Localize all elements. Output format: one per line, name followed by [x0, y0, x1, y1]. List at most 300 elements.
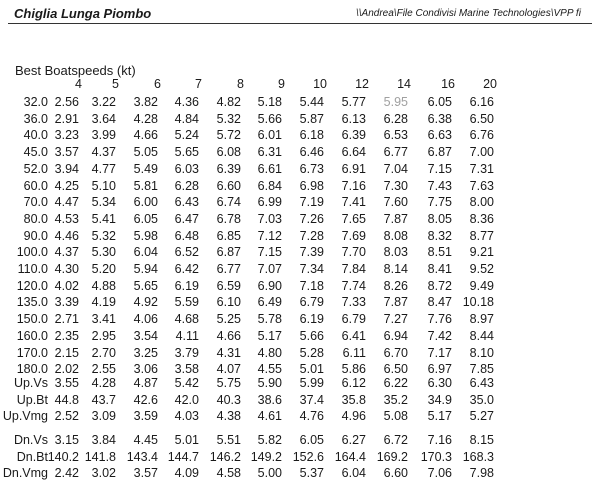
- table-cell: 4.30: [54, 262, 79, 276]
- table-cell: 4.77: [91, 162, 116, 176]
- table-cell: 7.84: [341, 262, 366, 276]
- table-cell: 5.01: [174, 433, 199, 447]
- table-cell: 6.42: [174, 262, 199, 276]
- wind-speed-header: 7: [195, 77, 202, 91]
- table-cell: 6.05: [299, 433, 324, 447]
- table-cell: 6.50: [383, 362, 408, 376]
- table-cell: 8.14: [383, 262, 408, 276]
- table-cell: 3.55: [54, 376, 79, 390]
- table-cell: 4.45: [133, 433, 158, 447]
- table-row: [0, 144, 592, 160]
- table-cell: 7.15: [427, 162, 452, 176]
- table-cell: 4.88: [91, 279, 116, 293]
- table-cell: 5.87: [299, 112, 324, 126]
- row-label: 120.0: [16, 279, 48, 293]
- table-cell: 5.75: [216, 376, 241, 390]
- table-cell: 7.34: [299, 262, 324, 276]
- table-cell: 6.28: [174, 179, 199, 193]
- table-cell: 4.58: [216, 466, 241, 480]
- table-cell: 6.77: [216, 262, 241, 276]
- wind-speed-header: 6: [154, 77, 161, 91]
- table-cell: 3.84: [91, 433, 116, 447]
- table-cell: 4.46: [54, 229, 79, 243]
- table-cell: 2.71: [54, 312, 79, 326]
- table-cell: 6.19: [299, 312, 324, 326]
- table-cell: 6.50: [469, 112, 494, 126]
- table-cell: 152.6: [292, 450, 324, 464]
- table-cell: 2.91: [54, 112, 79, 126]
- row-label: 45.0: [23, 145, 48, 159]
- table-cell: 4.06: [133, 312, 158, 326]
- table-cell: 5.10: [91, 179, 116, 193]
- table-row: [0, 127, 592, 143]
- table-cell: 7.16: [341, 179, 366, 193]
- row-label: 52.0: [23, 162, 48, 176]
- table-cell: 7.31: [469, 162, 494, 176]
- table-cell: 7.06: [427, 466, 452, 480]
- table-cell: 5.86: [341, 362, 366, 376]
- table-cell: 7.75: [427, 195, 452, 209]
- table-cell: 8.10: [469, 346, 494, 360]
- downwind-row: [0, 432, 592, 448]
- table-cell: 4.68: [174, 312, 199, 326]
- table-cell: 8.72: [427, 279, 452, 293]
- table-cell: 6.05: [427, 95, 452, 109]
- table-cell: 3.82: [133, 95, 158, 109]
- table-cell: 6.87: [216, 245, 241, 259]
- table-cell: 4.07: [216, 362, 241, 376]
- table-cell: 6.04: [133, 245, 158, 259]
- row-label: 100.0: [16, 245, 48, 259]
- table-cell: 5.95: [383, 95, 408, 109]
- table-cell: 5.25: [216, 312, 241, 326]
- table-cell: 5.34: [91, 195, 116, 209]
- table-row: [0, 244, 592, 260]
- table-cell: 4.47: [54, 195, 79, 209]
- row-label: 90.0: [23, 229, 48, 243]
- table-cell: 7.42: [427, 329, 452, 343]
- table-cell: 4.66: [216, 329, 241, 343]
- wind-speed-header-row: [0, 76, 592, 92]
- table-cell: 7.16: [427, 433, 452, 447]
- table-cell: 3.57: [133, 466, 158, 480]
- table-row: [0, 94, 592, 110]
- table-cell: 6.63: [427, 128, 452, 142]
- table-cell: 5.24: [174, 128, 199, 142]
- table-cell: 6.11: [342, 346, 366, 360]
- table-cell: 6.76: [469, 128, 494, 142]
- table-cell: 3.94: [54, 162, 79, 176]
- table-cell: 5.32: [216, 112, 241, 126]
- table-cell: 6.10: [216, 295, 241, 309]
- table-cell: 7.03: [257, 212, 282, 226]
- table-cell: 5.90: [257, 376, 282, 390]
- table-cell: 5.99: [299, 376, 324, 390]
- table-cell: 7.30: [383, 179, 408, 193]
- table-cell: 2.52: [54, 409, 79, 423]
- wind-speed-header: 14: [397, 77, 411, 91]
- table-cell: 3.06: [133, 362, 158, 376]
- table-cell: 3.15: [54, 433, 79, 447]
- table-cell: 5.94: [133, 262, 158, 276]
- table-cell: 8.36: [469, 212, 494, 226]
- table-row: [0, 161, 592, 177]
- table-cell: 6.31: [257, 145, 282, 159]
- table-cell: 2.02: [54, 362, 79, 376]
- table-cell: 6.48: [174, 229, 199, 243]
- table-cell: 6.61: [257, 162, 282, 176]
- wind-speed-header: 8: [237, 77, 244, 91]
- table-cell: 4.37: [91, 145, 116, 159]
- table-cell: 5.72: [216, 128, 241, 142]
- wind-speed-header: 4: [75, 77, 82, 91]
- table-cell: 6.70: [383, 346, 408, 360]
- table-cell: 4.87: [133, 376, 158, 390]
- table-cell: 5.32: [91, 229, 116, 243]
- table-cell: 8.03: [383, 245, 408, 259]
- table-cell: 37.4: [299, 393, 324, 407]
- table-cell: 8.41: [427, 262, 452, 276]
- table-cell: 7.65: [341, 212, 366, 226]
- table-cell: 9.49: [469, 279, 494, 293]
- table-cell: 7.43: [427, 179, 452, 193]
- table-cell: 5.37: [299, 466, 324, 480]
- table-cell: 6.90: [257, 279, 282, 293]
- table-cell: 3.09: [91, 409, 116, 423]
- table-row: [0, 211, 592, 227]
- table-cell: 6.41: [341, 329, 366, 343]
- table-cell: 3.54: [133, 329, 158, 343]
- table-cell: 6.03: [174, 162, 199, 176]
- table-cell: 5.51: [216, 433, 241, 447]
- table-cell: 5.49: [133, 162, 158, 176]
- upwind-row: [0, 408, 592, 424]
- table-cell: 4.92: [133, 295, 158, 309]
- file-path: \\Andrea\File Condivisi Marine Technologies\VPP fi: [356, 8, 581, 19]
- downwind-row: [0, 465, 592, 481]
- table-cell: 6.39: [341, 128, 366, 142]
- table-cell: 6.91: [341, 162, 366, 176]
- downwind-row: [0, 449, 592, 465]
- table-cell: 7.04: [383, 162, 408, 176]
- table-cell: 6.08: [216, 145, 241, 159]
- table-cell: 6.49: [257, 295, 282, 309]
- table-cell: 169.2: [376, 450, 408, 464]
- table-cell: 5.44: [299, 95, 324, 109]
- table-cell: 8.97: [469, 312, 494, 326]
- table-cell: 141.8: [84, 450, 116, 464]
- table-cell: 170.3: [420, 450, 452, 464]
- table-cell: 6.98: [299, 179, 324, 193]
- table-cell: 7.87: [383, 295, 408, 309]
- wind-speed-header: 10: [313, 77, 327, 91]
- table-row: [0, 278, 592, 294]
- table-cell: 4.09: [174, 466, 199, 480]
- table-row: [0, 178, 592, 194]
- table-cell: 2.56: [54, 95, 79, 109]
- table-cell: 7.15: [257, 245, 282, 259]
- table-cell: 6.05: [133, 212, 158, 226]
- row-label: 60.0: [23, 179, 48, 193]
- table-cell: 6.79: [341, 312, 366, 326]
- header-rule: [8, 23, 592, 24]
- table-cell: 7.60: [383, 195, 408, 209]
- upwind-row: [0, 375, 592, 391]
- table-cell: 6.22: [383, 376, 408, 390]
- table-cell: 42.6: [133, 393, 158, 407]
- table-cell: 144.7: [167, 450, 199, 464]
- table-cell: 6.13: [341, 112, 366, 126]
- table-cell: 8.32: [427, 229, 452, 243]
- table-cell: 6.52: [174, 245, 199, 259]
- table-cell: 5.59: [174, 295, 199, 309]
- row-label: Dn.Vmg: [2, 466, 48, 480]
- table-cell: 7.41: [341, 195, 366, 209]
- table-row: [0, 328, 592, 344]
- table-cell: 40.3: [216, 393, 241, 407]
- table-cell: 4.55: [257, 362, 282, 376]
- table-cell: 7.17: [427, 346, 452, 360]
- row-label: Dn.Bt: [16, 450, 48, 464]
- table-cell: 5.08: [383, 409, 408, 423]
- wind-speed-header: 9: [278, 77, 285, 91]
- table-cell: 5.66: [299, 329, 324, 343]
- table-cell: 5.17: [427, 409, 452, 423]
- table-cell: 4.25: [54, 179, 79, 193]
- table-cell: 34.9: [427, 393, 452, 407]
- row-label: Dn.Vs: [13, 433, 48, 447]
- table-cell: 4.11: [175, 329, 199, 343]
- table-cell: 44.8: [54, 393, 79, 407]
- table-cell: 6.38: [427, 112, 452, 126]
- table-cell: 7.74: [341, 279, 366, 293]
- table-cell: 7.39: [299, 245, 324, 259]
- table-cell: 3.22: [91, 95, 116, 109]
- table-cell: 6.43: [174, 195, 199, 209]
- table-cell: 5.17: [257, 329, 282, 343]
- table-cell: 5.05: [133, 145, 158, 159]
- table-cell: 5.78: [257, 312, 282, 326]
- table-cell: 4.61: [257, 409, 282, 423]
- table-cell: 5.82: [257, 433, 282, 447]
- table-cell: 4.80: [257, 346, 282, 360]
- table-cell: 9.52: [469, 262, 494, 276]
- table-cell: 8.47: [427, 295, 452, 309]
- table-cell: 6.79: [299, 295, 324, 309]
- table-cell: 5.65: [174, 145, 199, 159]
- row-label: 180.0: [16, 362, 48, 376]
- table-cell: 6.16: [469, 95, 494, 109]
- table-cell: 2.55: [91, 362, 116, 376]
- table-cell: 4.82: [216, 95, 241, 109]
- table-cell: 7.76: [427, 312, 452, 326]
- table-cell: 6.74: [216, 195, 241, 209]
- table-cell: 3.59: [133, 409, 158, 423]
- table-cell: 6.60: [383, 466, 408, 480]
- table-cell: 8.44: [469, 329, 494, 343]
- table-cell: 4.31: [216, 346, 241, 360]
- table-cell: 140.2: [47, 450, 79, 464]
- table-cell: 6.94: [383, 329, 408, 343]
- table-cell: 7.00: [469, 145, 494, 159]
- table-cell: 8.15: [469, 433, 494, 447]
- table-cell: 7.98: [469, 466, 494, 480]
- table-cell: 6.87: [427, 145, 452, 159]
- table-cell: 3.02: [91, 466, 116, 480]
- table-cell: 6.84: [257, 179, 282, 193]
- table-cell: 8.26: [383, 279, 408, 293]
- table-cell: 2.42: [54, 466, 79, 480]
- row-label: 160.0: [16, 329, 48, 343]
- table-cell: 7.19: [299, 195, 324, 209]
- table-cell: 42.0: [174, 393, 199, 407]
- table-cell: 6.77: [383, 145, 408, 159]
- table-cell: 7.12: [257, 229, 282, 243]
- table-cell: 6.00: [133, 195, 158, 209]
- table-cell: 5.30: [91, 245, 116, 259]
- table-cell: 6.04: [341, 466, 366, 480]
- table-row: [0, 345, 592, 361]
- table-cell: 4.03: [174, 409, 199, 423]
- upwind-row: [0, 392, 592, 408]
- table-cell: 6.30: [427, 376, 452, 390]
- table-cell: 6.28: [383, 112, 408, 126]
- table-cell: 4.53: [54, 212, 79, 226]
- table-cell: 4.66: [133, 128, 158, 142]
- table-cell: 4.02: [54, 279, 79, 293]
- table-cell: 5.66: [257, 112, 282, 126]
- table-cell: 7.18: [299, 279, 324, 293]
- table-cell: 5.27: [469, 409, 494, 423]
- table-cell: 6.27: [341, 433, 366, 447]
- table-cell: 164.4: [334, 450, 366, 464]
- table-cell: 3.39: [54, 295, 79, 309]
- table-cell: 6.85: [216, 229, 241, 243]
- table-cell: 6.01: [257, 128, 282, 142]
- table-row: [0, 111, 592, 127]
- table-cell: 3.57: [54, 145, 79, 159]
- row-label: Up.Vmg: [2, 409, 48, 423]
- wind-speed-header: 20: [483, 77, 497, 91]
- table-cell: 5.77: [341, 95, 366, 109]
- row-label: Up.Vs: [13, 376, 48, 390]
- table-cell: 149.2: [250, 450, 282, 464]
- table-cell: 6.47: [174, 212, 199, 226]
- table-cell: 35.8: [341, 393, 366, 407]
- table-cell: 6.73: [299, 162, 324, 176]
- table-cell: 4.28: [91, 376, 116, 390]
- table-cell: 6.60: [216, 179, 241, 193]
- table-cell: 5.81: [133, 179, 158, 193]
- table-cell: 3.79: [174, 346, 199, 360]
- table-cell: 4.37: [54, 245, 79, 259]
- table-cell: 5.42: [174, 376, 199, 390]
- table-cell: 8.08: [383, 229, 408, 243]
- table-cell: 6.39: [216, 162, 241, 176]
- table-cell: 7.69: [341, 229, 366, 243]
- table-cell: 3.64: [91, 112, 116, 126]
- wind-speed-header: 16: [441, 77, 455, 91]
- table-cell: 7.07: [257, 262, 282, 276]
- table-cell: 5.00: [257, 466, 282, 480]
- table-cell: 7.26: [299, 212, 324, 226]
- table-cell: 35.0: [469, 393, 494, 407]
- table-cell: 6.64: [341, 145, 366, 159]
- table-cell: 6.53: [383, 128, 408, 142]
- table-cell: 5.18: [257, 95, 282, 109]
- table-cell: 5.28: [299, 346, 324, 360]
- table-cell: 3.25: [133, 346, 158, 360]
- table-cell: 6.12: [341, 376, 366, 390]
- table-cell: 143.4: [126, 450, 158, 464]
- table-cell: 8.51: [427, 245, 452, 259]
- table-cell: 7.70: [341, 245, 366, 259]
- table-cell: 5.20: [91, 262, 116, 276]
- table-cell: 5.65: [133, 279, 158, 293]
- table-cell: 2.70: [91, 346, 116, 360]
- table-row: [0, 294, 592, 310]
- table-cell: 7.27: [383, 312, 408, 326]
- table-cell: 2.95: [91, 329, 116, 343]
- table-cell: 4.76: [299, 409, 324, 423]
- table-cell: 7.63: [469, 179, 494, 193]
- row-label: 40.0: [23, 128, 48, 142]
- table-cell: 6.19: [174, 279, 199, 293]
- table-cell: 4.38: [216, 409, 241, 423]
- table-cell: 6.18: [299, 128, 324, 142]
- table-row: [0, 261, 592, 277]
- wind-speed-header: 12: [355, 77, 369, 91]
- table-cell: 6.43: [469, 376, 494, 390]
- table-cell: 4.96: [341, 409, 366, 423]
- row-label: Up.Bt: [16, 393, 48, 407]
- table-cell: 9.21: [469, 245, 494, 259]
- table-cell: 146.2: [209, 450, 241, 464]
- row-label: 32.0: [23, 95, 48, 109]
- table-cell: 4.36: [174, 95, 199, 109]
- table-cell: 2.35: [54, 329, 79, 343]
- table-cell: 8.05: [427, 212, 452, 226]
- section-title: Best Boatspeeds (kt): [15, 63, 136, 78]
- table-cell: 4.28: [133, 112, 158, 126]
- table-cell: 7.85: [469, 362, 494, 376]
- table-cell: 3.99: [91, 128, 116, 142]
- row-label: 150.0: [16, 312, 48, 326]
- table-cell: 8.77: [469, 229, 494, 243]
- table-cell: 3.58: [174, 362, 199, 376]
- row-label: 170.0: [16, 346, 48, 360]
- table-cell: 38.6: [257, 393, 282, 407]
- table-cell: 168.3: [462, 450, 494, 464]
- table-row: [0, 194, 592, 210]
- table-cell: 6.78: [216, 212, 241, 226]
- row-label: 135.0: [16, 295, 48, 309]
- table-cell: 4.84: [174, 112, 199, 126]
- table-cell: 5.98: [133, 229, 158, 243]
- table-cell: 6.99: [257, 195, 282, 209]
- row-label: 80.0: [23, 212, 48, 226]
- row-label: 70.0: [23, 195, 48, 209]
- table-cell: 6.59: [216, 279, 241, 293]
- table-cell: 2.15: [54, 346, 79, 360]
- table-cell: 7.33: [341, 295, 366, 309]
- table-cell: 8.00: [469, 195, 494, 209]
- row-label: 110.0: [17, 262, 48, 276]
- table-cell: 6.72: [383, 433, 408, 447]
- table-cell: 5.41: [91, 212, 116, 226]
- table-cell: 3.41: [91, 312, 116, 326]
- table-cell: 35.2: [383, 393, 408, 407]
